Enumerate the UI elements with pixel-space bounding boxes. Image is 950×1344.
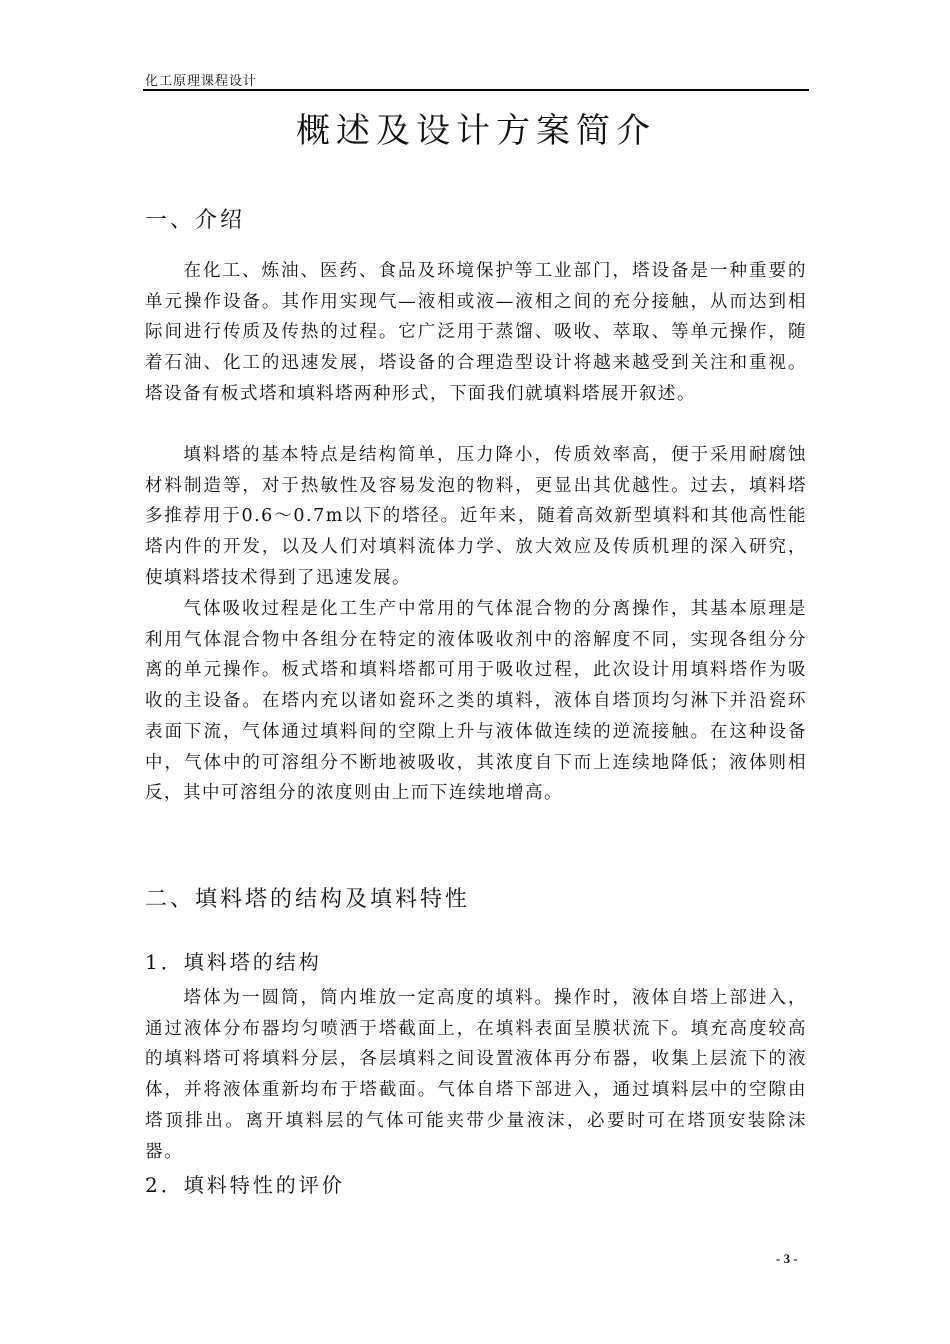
section-heading-packed-tower: 二、填料塔的结构及填料特性 bbox=[145, 887, 471, 912]
structure-paragraph: 塔体为一圆筒，筒内堆放一定高度的填料。操作时，液体自塔上部进入，通过液体分布器均匀喷洒于塔截面上，在填料表面呈膜状流下。填充高度较高的填料塔可将填料分层，各层填料之间设置液体再分布器，收集上层流下的液体，并将液体重新均布于塔截面。气体自塔下部进入，通过填料层中的空隙由塔顶排出。离开填料层的气体可能夹带少量液沫，必要时可在塔顶安装除沫器。 bbox=[145, 988, 807, 1162]
intro-paragraph-3: 气体吸收过程是化工生产中常用的气体混合物的分离操作，其基本原理是利用气体混合物中各组分在特定的液体吸收剂中的溶解度不同，实现各组分分离的单元操作。板式塔和填料塔都可用于吸收过程，此次设计用填料塔作为吸收的主设备。在塔内充以诸如瓷环之类的填料，液体自塔顶均匀淋下并沿瓷环表面下流，气体通过填料间的空隙上升与液体做连续的逆流接触。在这种设备中，气体中的可溶组分不断地被吸收，其浓度自下而上连续地降低；液体则相反，其中可溶组分的浓度则由上而下连续地增高。 bbox=[145, 599, 807, 804]
header-course-title: 化工原理课程设计 bbox=[145, 74, 258, 89]
intro-paragraph-1: 在化工、炼油、医药、食品及环境保护等工业部门，塔设备是一种重要的单元操作设备。其作用实现气—液相或液—液相之间的充分接触，从而达到相际间进行传质及传热的过程。它广泛用于蒸馏、吸收、萃取、等单元操作，随着石油、化工的迅速发展，塔设备的合理造型设计将越来越受到关注和重视。塔设备有板式塔和填料塔两种形式，下面我们就填料塔展开叙述。 bbox=[145, 261, 807, 404]
section-heading-introduction: 一、介绍 bbox=[145, 208, 246, 233]
subsection-heading-structure: 1．填料塔的结构 bbox=[145, 950, 322, 974]
subsection-heading-packing-evaluation: 2．填料特性的评价 bbox=[145, 1173, 345, 1197]
header-divider bbox=[143, 89, 809, 91]
page-number: - 3 - bbox=[776, 1251, 798, 1266]
document-title: 概述及设计方案简介 bbox=[296, 111, 656, 151]
intro-paragraph-2: 填料塔的基本特点是结构简单，压力降小，传质效率高，便于采用耐腐蚀材料制造等，对于热敏性及容易发泡的物料，更显出其优越性。过去，填料塔多推荐用于0.6～0.7m以下的塔径。近年来，随着高效新型填料和其他高性能塔内件的开发，以及人们对填料流体力学、放大效应及传质机理的深入研究，使填料塔技术得到了迅速发展。 bbox=[145, 445, 807, 588]
